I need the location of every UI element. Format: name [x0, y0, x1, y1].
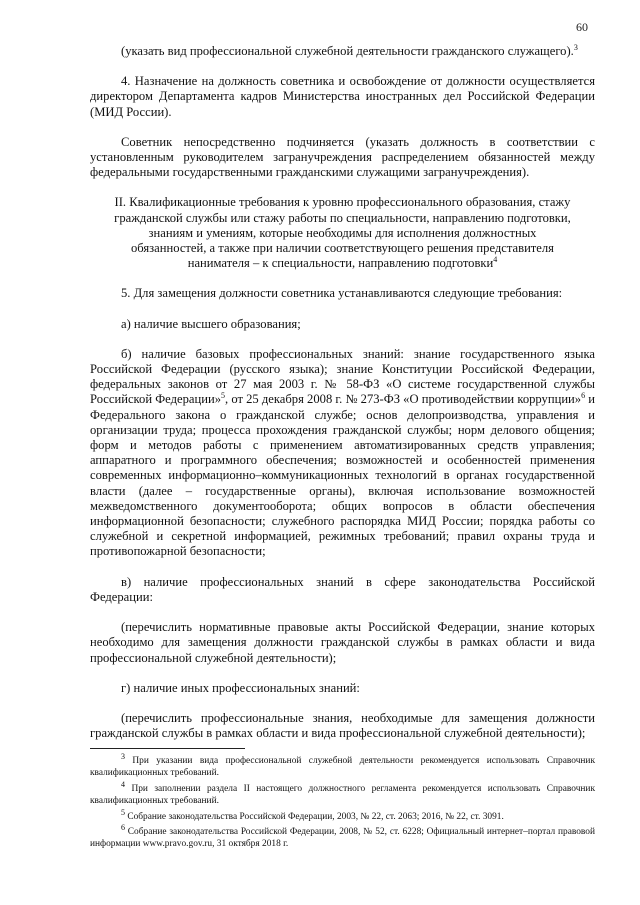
document-body — [90, 44, 595, 756]
footnote-divider — [90, 748, 245, 749]
requirement-g-note: (перечислить профессиональные знания, необходимые для замещения должности гражданской службы в рамках области и вида профессиональной служебной деятельности); — [90, 710, 595, 741]
footnote-3: $^3$ При указании вида профессиональной служебной деятельности рекомендуется использовать Справочник квалификационных требований. — [90, 751, 595, 779]
footnote-6: $^6$ Собрание законодательства Российской Федерации, 2008, № 52, ст. 6228; Официальный интернет–портал правовой информации www.pravo.gov.ru, 31 октября 2018 г. — [90, 822, 595, 850]
footnote-ref-6: 6 — [581, 391, 586, 401]
requirement-b-basic-knowledge: б) наличие базовых профессиональных знаний: знание государственного языка Российской Федерации (русского языка); знание Конституции Российской Федерации, федеральных законов от 27 мая 2003 г. № 58-ФЗ «О системе государственной службы Российской Федерации»$^5$, от 25 декабря 2008 г. № 273-ФЗ «О противодействии коррупции»$^6$ и Федерального закона о гражданской службе; основ делопроизводства, управления и организации труда; процесса прохождения гражданской службы; норм делового общения; форм и методов работы с применением автоматизированных средств управления; аппаратного и программного обеспечения; возможностей и особенностей применения современных информационно–коммуникационных технологий в органах государственной власти (далее – государственные органы), включая использование возможностей межведомственного документооборота; общих вопросов в области обеспечения информационной безопасности; служебного распорядка МИД России; порядка работы со служебной и секретной информацией, режимных требований; правил охраны труда и противопожарной безопасности; — [90, 346, 595, 559]
requirement-v-note: (перечислить нормативные правовые акты Российской Федерации, знание которых необходимо для замещения должности гражданской службы в рамках области и вида профессиональной служебной деятельности); — [90, 620, 595, 665]
paragraph-subordination: Советник непосредственно подчиняется (указать должность в соответствии с установленным руководителем загранучреждения распределением обязанностей между федеральными государственными гражданскими служащими загранучреждения). — [90, 134, 595, 180]
page-number: 60 — [576, 20, 588, 34]
footnote-ref-4: 4 — [493, 255, 498, 265]
paragraph-activity-type: (указать вид профессиональной служебной деятельности гражданского служащего).$^3$ — [121, 42, 578, 58]
section-2-heading: II. Квалификационные требования к уровню профессионального образования, стажу гражданской службы или стажу работы по специальности, направлению подготовки, знаниям и умениям, которые необходимы для исполнения должностных обязанностей, а также при наличии соответствующего решения представителя нанимателя – к специальности, направлению подготовки$^4$ — [114, 195, 571, 271]
requirement-v-legislation: в) наличие профессиональных знаний в сфере законодательства Российской Федерации: — [90, 574, 595, 604]
footnotes — [90, 748, 595, 854]
footnote-5: $^5$ Собрание законодательства Российской Федерации, 2003, № 22, ст. 2063; 2016, № 22, ст. 3091. — [121, 807, 504, 822]
footnote-ref-5: 5 — [221, 391, 226, 401]
requirement-g-other-knowledge: г) наличие иных профессиональных знаний: — [121, 680, 360, 695]
footnote-4: $^4$ При заполнении раздела II настоящего должностного регламента рекомендуется использовать Справочник квалификационных требований. — [90, 779, 596, 807]
requirement-a-education: а) наличие высшего образования; — [121, 316, 301, 331]
paragraph-4-appointment: 4. Назначение на должность советника и освобождение от должности осуществляется директором Департамента кадров Министерства иностранных дел Российской Федерации (МИД России). — [90, 74, 595, 119]
paragraph-5-requirements: 5. Для замещения должности советника устанавливаются следующие требования: — [121, 286, 563, 301]
footnote-ref-3: 3 — [573, 42, 578, 52]
